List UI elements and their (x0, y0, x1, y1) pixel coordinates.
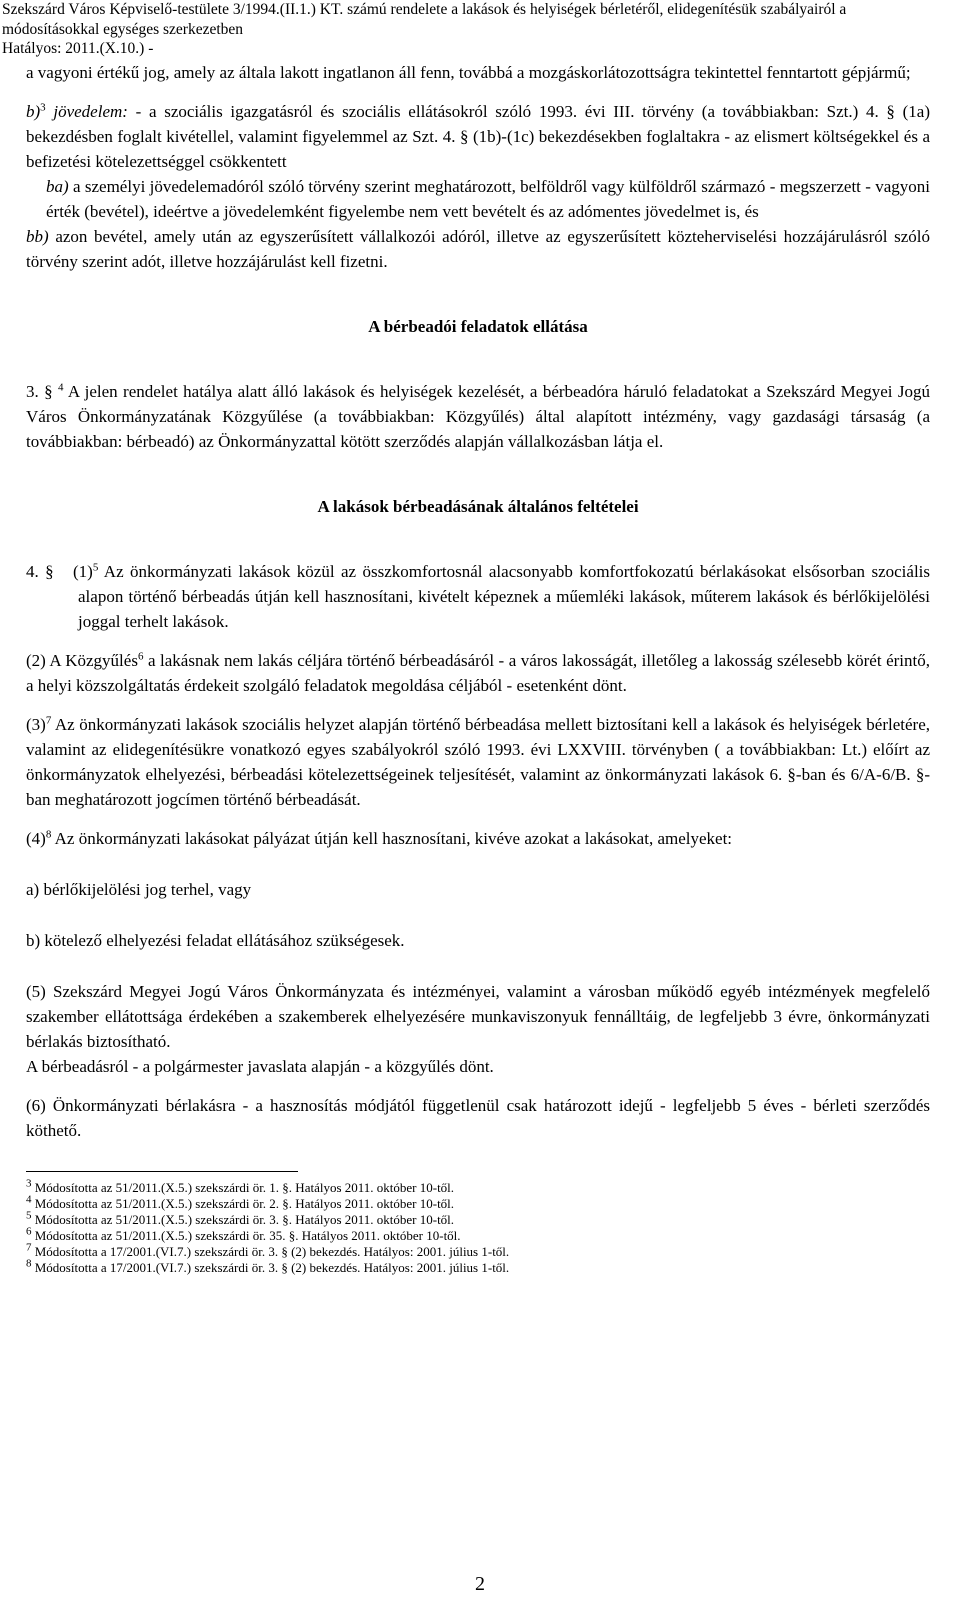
footnote-text: Módosította az 51/2011.(X.5.) szekszárdi ör. 1. §. Hatályos 2011. október 10-től. (31, 1180, 455, 1195)
footnote-ref: 8 (45, 828, 52, 841)
footnote-text: Módosította a 17/2001.(VI.7.) szekszárdi ör. 3. § (2) bekezdés. Hatályos: 2001. július 1-től. (31, 1244, 510, 1259)
subsection-text: a lakásnak nem lakás céljára történő bérbeadásáról - a város lakosságát, illetőleg a lakosság szélesebb körét érintő, a helyi közszolgáltatás érdekeit szolgáló feladatok megoldása céljából - esetenként dönt. (26, 651, 930, 695)
footnote-text: Módosította az 51/2011.(X.5.) szekszárdi ör. 3. §. Hatályos 2011. október 10-től. (31, 1212, 455, 1227)
footnote-text: Módosította az 51/2011.(X.5.) szekszárdi ör. 2. §. Hatályos 2011. október 10-től. (31, 1196, 455, 1211)
subsection-text: Az önkormányzati lakások szociális helyzet alapján történő bérbeadása mellett biztosítani kell a lakások és helyiségek bérletére, valamint az elidegenítésükre vonatkozó egyes szabályokról szóló 1993. évi LXXVIII. törvényben ( a továbbiakban: Lt.) előírt az önkormányzatok elhelyezési, bérbeadási kötelezettségeinek teljesítését, valamint az önkormányzati lakások 6. §-ban és 6/A-6/B. §-ban meghatározott jogcímen történő bérbeadását. (26, 715, 930, 809)
subitem-text: a személyi jövedelemadóról szóló törvény szerint meghatározott, belföldről vagy külföldről származó - megszerzett - vagyoni érték (bevétel), ideértve a jövedelemként figyelembe nem vett bevételt és az adómentes jövedelmet is, és (46, 177, 930, 221)
footnotes (26, 1177, 930, 1276)
subsection-text: Az önkormányzati lakások közül az összkomfortosnál alacsonyabb komfortfokozatú bérlakásokat elsősorban szociális alapon történő bérbeadás útján kell hasznosítani, kivételt képeznek a műemléki lakások, műterem lakások és bérlőkijelölési joggal terhelt lakások. (78, 562, 931, 631)
section-4-1 (26, 559, 930, 634)
footnote-ref: 5 (92, 561, 99, 574)
page-number: 2 (475, 1573, 485, 1595)
section-heading: A bérbeadói feladatok ellátása (368, 317, 588, 336)
subsection-number: (2) A Közgyűlés (26, 651, 138, 670)
section-4-3 (26, 712, 930, 812)
footnote-text: Módosította a 17/2001.(VI.7.) szekszárdi ör. 3. § (2) bekezdés. Hatályos: 2001. július 1-től. (31, 1260, 510, 1275)
subitem-text: azon bevétel, amely után az egyszerűsített vállalkozói adóról, illetve az egyszerűsített közteherviselési hozzájárulásról szóló törvény szerint adót, illetve hozzájárulást kell fizetni. (26, 227, 930, 271)
footnote-ref: 7 (45, 714, 52, 727)
subitem-ba (26, 174, 930, 224)
footnote-number: 8 (26, 1257, 32, 1270)
footnote (26, 1177, 930, 1196)
section-3 (26, 379, 930, 454)
list-item-a: a) bérlőkijelölési jog terhel, vagy (26, 880, 252, 899)
subsection-text: Az önkormányzati lakásokat pályázat útján kell hasznosítani, kivéve azokat a lakásokat, amelyeket: (51, 829, 733, 848)
section-4-4 (26, 826, 930, 851)
footnote-number: 6 (26, 1225, 32, 1238)
subitem-label: bb) (26, 227, 49, 246)
subsection-number: (1) (72, 562, 93, 581)
footnote (26, 1193, 930, 1212)
running-header (2, 0, 958, 59)
footnote (26, 1257, 930, 1276)
subitem-label: ba) (46, 177, 69, 196)
footnote-ref: 4 (58, 381, 64, 394)
paragraph-vagyoni-ertek: a vagyoni értékű jog, amely az általa lakott ingatlanon áll fenn, továbbá a mozgáskorlátozottságra tekintettel fenntartott gépjármű; (26, 63, 911, 82)
footnote-number: 3 (26, 1177, 32, 1190)
section-label: 3. § (26, 382, 53, 401)
footnote-number: 7 (26, 1241, 32, 1254)
footnote (26, 1241, 930, 1260)
item-label: b) (26, 102, 41, 121)
section-label: 4. § (26, 562, 54, 581)
footnote-ref: 3 (40, 101, 46, 114)
section-4-5: (5) Szekszárd Megyei Jogú Város Önkormányzata és intézményei, valamint a városban működő egyéb intézmények megfelelő szakember ellátottsága érdekében a szakemberek elhelyezésére munkaviszonyuk fennálltáig, de legfeljebb 3 évre, önkormányzati bérlakás biztosítható. (26, 982, 930, 1051)
footnote-ref: 6 (137, 650, 144, 663)
footnote-number: 4 (26, 1193, 32, 1206)
section-4-6: (6) Önkormányzati bérlakásra - a hasznosítás módjától függetlenül csak határozott idejű - legfeljebb 5 éves - bérleti szerződés köthető. (26, 1096, 930, 1140)
section-heading: A lakások bérbeadásának általános feltételei (317, 497, 639, 516)
document-body (26, 60, 930, 1276)
subsection-number: (3) (26, 715, 46, 734)
header-title: Szekszárd Város Képviselő-testülete 3/1994.(II.1.) KT. számú rendelete a lakások és helyiségek bérletéről, elidegenítésük szabályairól a (2, 1, 847, 18)
subsection-number: (4) (26, 829, 46, 848)
defined-term: jövedelem: (53, 102, 128, 121)
header-subtitle: módosításokkal egységes szerkezetben (2, 20, 244, 38)
subitem-bb (26, 224, 930, 274)
list-item-b: b) kötelező elhelyezési feladat ellátásához szükségesek. (26, 931, 405, 950)
paragraph-jovedelem (26, 99, 930, 174)
footnote-text: Módosította az 51/2011.(X.5.) szekszárdi ör. 35. §. Hatályos 2011. október 10-től. (31, 1228, 461, 1243)
footnote (26, 1209, 930, 1228)
section-4-5-decision: A bérbeadásról - a polgármester javaslata alapján - a közgyűlés dönt. (26, 1057, 494, 1076)
paragraph-text: - a szociális igazgatásról és szociális ellátásokról szóló 1993. évi III. törvény (a továbbiakban: Szt.) 4. § (1a) bekezdésben foglalt kivétellel, valamint figyelemmel az Szt. 4. § (1b)-(1c) bekezdésekben foglaltakra - az elismert költségekkel és a befizetési kötelezettséggel csökkentett (26, 102, 930, 171)
footnote-divider (26, 1171, 298, 1172)
footnote-number: 5 (26, 1209, 32, 1222)
section-4-2 (26, 648, 930, 698)
header-effective-date: Hatályos: 2011.(X.10.) - (2, 40, 154, 57)
section-text: A jelen rendelet hatálya alatt álló lakások és helyiségek kezelését, a bérbeadóra háruló feladatokat a Szekszárd Megyei Jogú Város Önkormányzatának Közgyűlése (a továbbiakban: Közgyűlés) által alapított intézmény, vagy gazdasági társaság (a továbbiakban: bérbeadó) az Önkormányzattal kötött szerződés alapján vállalkozásban látja el. (26, 382, 931, 451)
footnote (26, 1225, 930, 1244)
